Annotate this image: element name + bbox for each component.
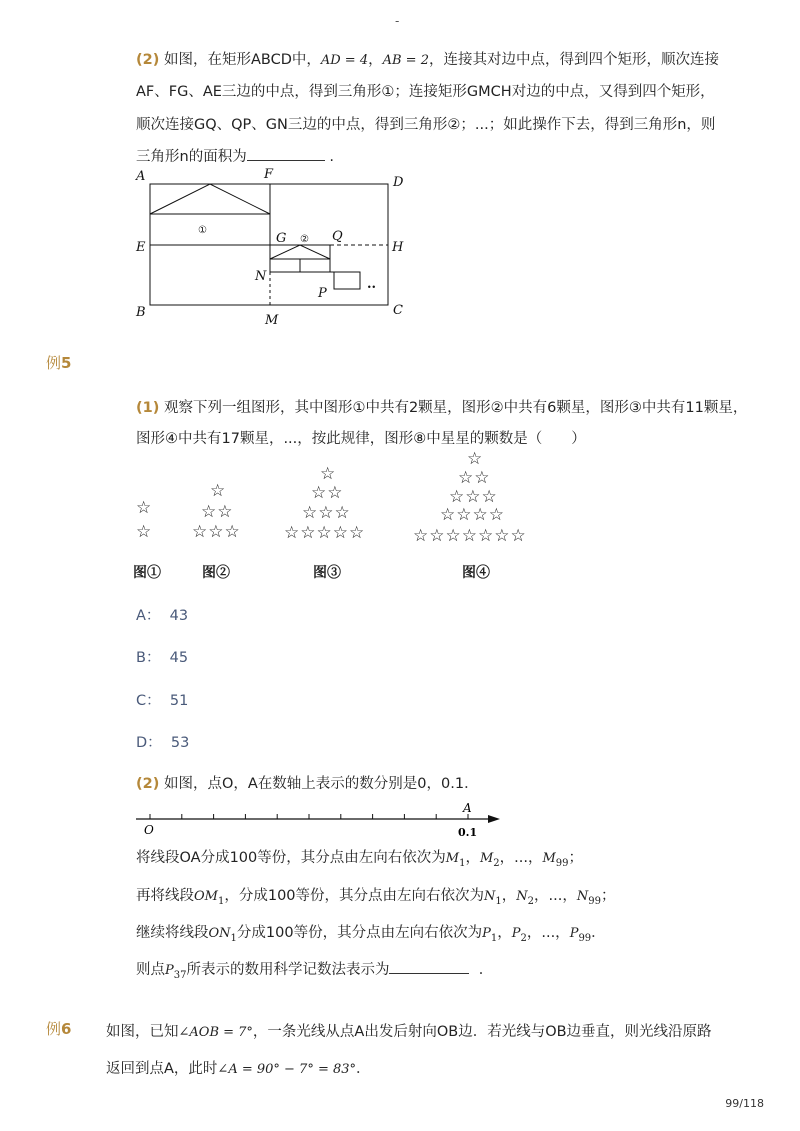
example-5-label: 例5 xyxy=(46,354,72,372)
label-h: H xyxy=(392,240,404,255)
question-number: (2) xyxy=(136,52,160,68)
answer-blank[interactable] xyxy=(247,148,325,161)
small-rect xyxy=(330,272,360,289)
label-dots: .. xyxy=(367,277,377,292)
q2b-line3: 继续将线段$ON_1$分成100等份，其分点由左向右依次为$P_1$，$P_2$，...，$P_{99}$． xyxy=(136,925,606,944)
label-d: D xyxy=(393,175,404,190)
number-line xyxy=(130,794,510,838)
label-circle-1: ① xyxy=(198,225,207,236)
label-q: Q xyxy=(332,229,343,244)
label-m: M xyxy=(265,313,279,328)
rectangle-figure xyxy=(130,164,420,332)
option-a[interactable]: A： 43 xyxy=(136,608,189,624)
ex6-line1: 如图，已知∠AOB = 7°，一条光线从点A出发后射向OB边．若光线与OB边垂直，则光线沿原路 xyxy=(106,1024,712,1040)
q2b-line4: 则点$P_{37}$所表示的数用科学记数法表示为 ． xyxy=(136,962,494,981)
option-b[interactable]: B： 45 xyxy=(136,650,189,666)
label-circle-2: ② xyxy=(300,234,309,245)
axis-label-o: O xyxy=(144,823,154,837)
q2b-line1: 将线段OA分成100等份，其分点由左向右依次为$M_1$，$M_2$，...，$M_{99}$； xyxy=(136,850,584,869)
label-e: E xyxy=(136,240,146,255)
label-f: F xyxy=(264,167,274,182)
label-a: A xyxy=(136,169,146,184)
q2b-line2: 再将线段$OM_1$，分成100等份，其分点由左向右依次为$N_1$，$N_2$，...，$N_{99}$； xyxy=(136,888,616,907)
fig-label-2: 图② xyxy=(202,565,230,581)
fig-label-4: 图④ xyxy=(462,565,490,581)
ex6-line2: 返回到点A，此时∠A = 90° − 7° = 83°． xyxy=(106,1061,371,1077)
page-number: 99/118 xyxy=(725,1097,764,1110)
label-c: C xyxy=(393,303,403,318)
example-6-label: 例6 xyxy=(46,1020,72,1038)
axis-label-a: A xyxy=(463,801,472,815)
q1-line1: (1) 观察下列一组图形，其中图形①中共有2颗星，图形②中共有6颗星，图形③中共有11颗星， xyxy=(136,400,748,416)
label-n: N xyxy=(255,269,267,284)
label-g: G xyxy=(276,231,287,246)
header-mark: - xyxy=(395,14,400,28)
triangle-1 xyxy=(150,184,270,214)
option-c[interactable]: C： 51 xyxy=(136,693,189,709)
answer-blank-2[interactable] xyxy=(389,961,469,974)
triangle-2 xyxy=(270,245,330,259)
label-p: P xyxy=(318,286,327,301)
q1-line2: 图形④中共有17颗星，...，按此规律，图形⑧中星星的颗数是（ ） xyxy=(136,431,586,447)
q2a-line2: AF、FG、AE三边的中点，得到三角形①；连接矩形GMCH对边的中点，又得到四个矩形， xyxy=(136,84,715,100)
option-d[interactable]: D： 53 xyxy=(136,735,190,751)
fig-label-3: 图③ xyxy=(313,565,341,581)
axis-value: 0.1 xyxy=(458,826,478,838)
q2b-intro: (2) 如图，点O，A在数轴上表示的数分别是0，0.1． xyxy=(136,776,479,792)
q2a-line4: 三角形n的面积为 . xyxy=(136,149,334,165)
q2a-line3: 顺次连接GQ、QP、GN三边的中点，得到三角形②；...；如此操作下去，得到三角形n，则 xyxy=(136,117,716,133)
q2a-line1: (2) 如图，在矩形ABCD中，AD = 4，AB = 2，连接其对边中点，得到四个矩形，顺次连接 xyxy=(136,52,719,68)
fig-label-1: 图① xyxy=(133,565,161,581)
label-b: B xyxy=(136,305,146,320)
